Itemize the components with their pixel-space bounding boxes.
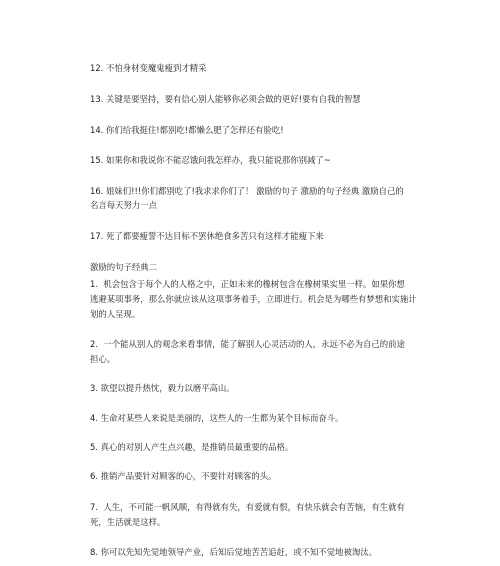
list-item-continuation: 死，生活就是这样。 [90,517,166,527]
list-item-continuation: 名言每天努力一点 [90,200,157,210]
list-item: 16. 姐妹们!!!你们都别吃了!我求求你们了！ 激励的句子 激励的句子经典 激励自己的 [90,186,404,196]
list-item: 4. 生命对某些人来说是美丽的，这些人的一生都为某个目标而奋斗。 [90,413,344,423]
list-item-continuation: 划的人呈现。 [90,309,141,319]
list-item: 14. 你们给我挺住!都别吃!都懒么肥了怎样还有脸吃! [90,125,284,135]
list-item: 1. 机会包含于每个人的人格之中，正如未来的橡树包含在橡树果实里一样。如果你想 [90,279,405,289]
list-item: 3. 欲望以提升热忱，毅力以磨平高山。 [90,383,235,393]
section-title: 激励的句子经典二 [90,262,157,272]
list-item: 17. 死了都要瘦誓不达目标不罢休绝食多苦只有这样才能瘦下来 [90,231,324,241]
list-item: 7. 人生，不可能一帆风顺，有得就有失，有爱就有恨，有快乐就会有苦恼，有生就有 [90,502,405,512]
list-item: 15. 如果你和我说你不能忍饿问我怎样办，我只能说那你别减了~ [90,155,331,165]
list-item: 2. 一个能从别人的观念来看事情，能了解别人心灵活动的人，永远不必为自己的前途 [90,339,405,349]
list-item: 6. 推销产品要针对顾客的心，不要针对顾客的头。 [90,471,277,481]
list-item-continuation: 逃避某项事务，那么你就应该从这项事务着手，立即进行。机会是为哪些有梦想和实施计 [90,294,417,304]
list-item: 8. 你可以先知先觉地领导产业，后知后觉地苦苦追赶，或不知不觉地被淘汰。 [90,547,378,557]
list-item: 5. 真心的对别人产生点兴趣，是推销员最重要的品格。 [90,442,294,452]
list-item: 12. 不怕身材变魔鬼瘦到才精采 [90,63,207,73]
list-item: 13. 关键是要坚持，要有信心别人能够你必须会做的更好!要有自我的智慧 [90,94,361,104]
list-item-continuation: 担心。 [90,354,116,364]
